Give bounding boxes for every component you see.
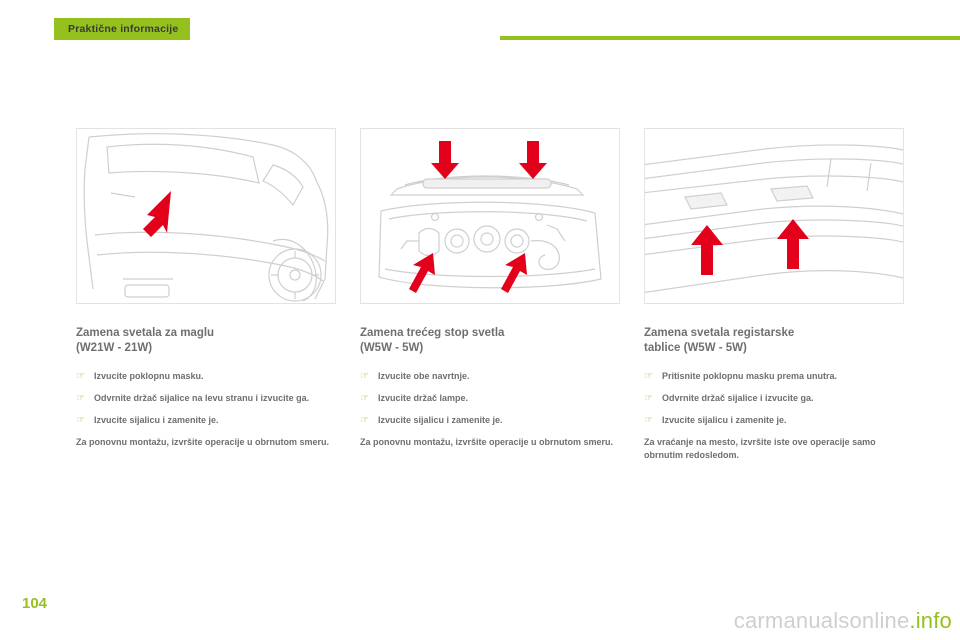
section-title-main: Zamena svetala za maglu xyxy=(76,327,215,339)
section-third-brake-light xyxy=(360,128,620,449)
list-item-text: Izvucite držač lampe. xyxy=(378,393,469,403)
red-arrow-icon xyxy=(431,141,459,179)
hand-pointer-icon: ☞ xyxy=(644,393,653,404)
license-plate-light-illustration xyxy=(645,129,903,303)
list-item-text: Izvucite sijalicu i zamenite je. xyxy=(662,415,787,425)
instruction-list xyxy=(644,370,904,427)
red-arrow-icon xyxy=(691,225,723,275)
license-plate-light-figure xyxy=(644,128,904,304)
list-item xyxy=(360,370,620,383)
list-item-text: Izvucite sijalicu i zamenite je. xyxy=(94,415,219,425)
list-item xyxy=(76,392,336,405)
hand-pointer-icon: ☞ xyxy=(76,371,85,382)
section-tab xyxy=(54,18,190,40)
list-item-text: Odvrnite držač sijalice na levu stranu i izvucite ga. xyxy=(94,393,310,403)
red-arrow-icon xyxy=(143,191,171,237)
section-note: Za ponovnu montažu, izvršite operacije u obrnutom smeru. xyxy=(76,437,330,447)
list-item-text: Izvucite poklopnu masku. xyxy=(94,371,204,381)
section-fog-lamp xyxy=(76,128,336,449)
section-title xyxy=(76,326,336,356)
list-item xyxy=(644,370,904,383)
section-title xyxy=(644,326,904,356)
third-brake-light-figure xyxy=(360,128,620,304)
list-item xyxy=(76,370,336,383)
watermark-left: carmanuals xyxy=(733,608,850,633)
hand-pointer-icon: ☞ xyxy=(76,415,85,426)
watermark xyxy=(734,608,952,634)
hand-pointer-icon: ☞ xyxy=(76,393,85,404)
header-accent-rule xyxy=(500,36,960,40)
page-number: 104 xyxy=(22,595,48,612)
list-item-text: Izvucite obe navrtnje. xyxy=(378,371,470,381)
hand-pointer-icon: ☞ xyxy=(360,415,369,426)
section-title-main: Zamena trećeg stop svetla xyxy=(360,327,505,339)
section-title-sub: (W21W - 21W) xyxy=(76,342,153,354)
hand-pointer-icon: ☞ xyxy=(644,371,653,382)
list-item-text: Odvrnite držač sijalice i izvucite ga. xyxy=(662,393,814,403)
hand-pointer-icon: ☞ xyxy=(360,371,369,382)
section-title-sub: tablice (W5W - 5W) xyxy=(644,342,747,354)
watermark-mid: online xyxy=(849,608,910,633)
hand-pointer-icon: ☞ xyxy=(360,393,369,404)
section-license-plate-light xyxy=(644,128,904,462)
hand-pointer-icon: ☞ xyxy=(644,415,653,426)
list-item xyxy=(644,414,904,427)
section-note: Za vraćanje na mesto, izvršite iste ove operacije samo obrnutim redosledom. xyxy=(644,437,876,460)
section-note: Za ponovnu montažu, izvršite operacije u obrnutom smeru. xyxy=(360,437,614,447)
list-item xyxy=(360,392,620,405)
list-item xyxy=(76,414,336,427)
list-item-text: Izvucite sijalicu i zamenite je. xyxy=(378,415,503,425)
red-arrow-icon xyxy=(777,219,809,269)
page-header xyxy=(0,0,960,46)
fog-lamp-illustration xyxy=(77,129,335,303)
section-title-main: Zamena svetala registarske xyxy=(644,327,795,339)
watermark-right: .info xyxy=(909,608,952,633)
fog-lamp-figure xyxy=(76,128,336,304)
list-item-text: Pritisnite poklopnu masku prema unutra. xyxy=(662,371,838,381)
list-item xyxy=(644,392,904,405)
third-brake-light-illustration xyxy=(361,129,619,303)
section-tab-label: Praktične informacije xyxy=(68,23,179,35)
section-title xyxy=(360,326,620,356)
instruction-list xyxy=(76,370,336,427)
instruction-list xyxy=(360,370,620,427)
section-title-sub: (W5W - 5W) xyxy=(360,342,424,354)
list-item xyxy=(360,414,620,427)
red-arrow-icon xyxy=(519,141,547,179)
